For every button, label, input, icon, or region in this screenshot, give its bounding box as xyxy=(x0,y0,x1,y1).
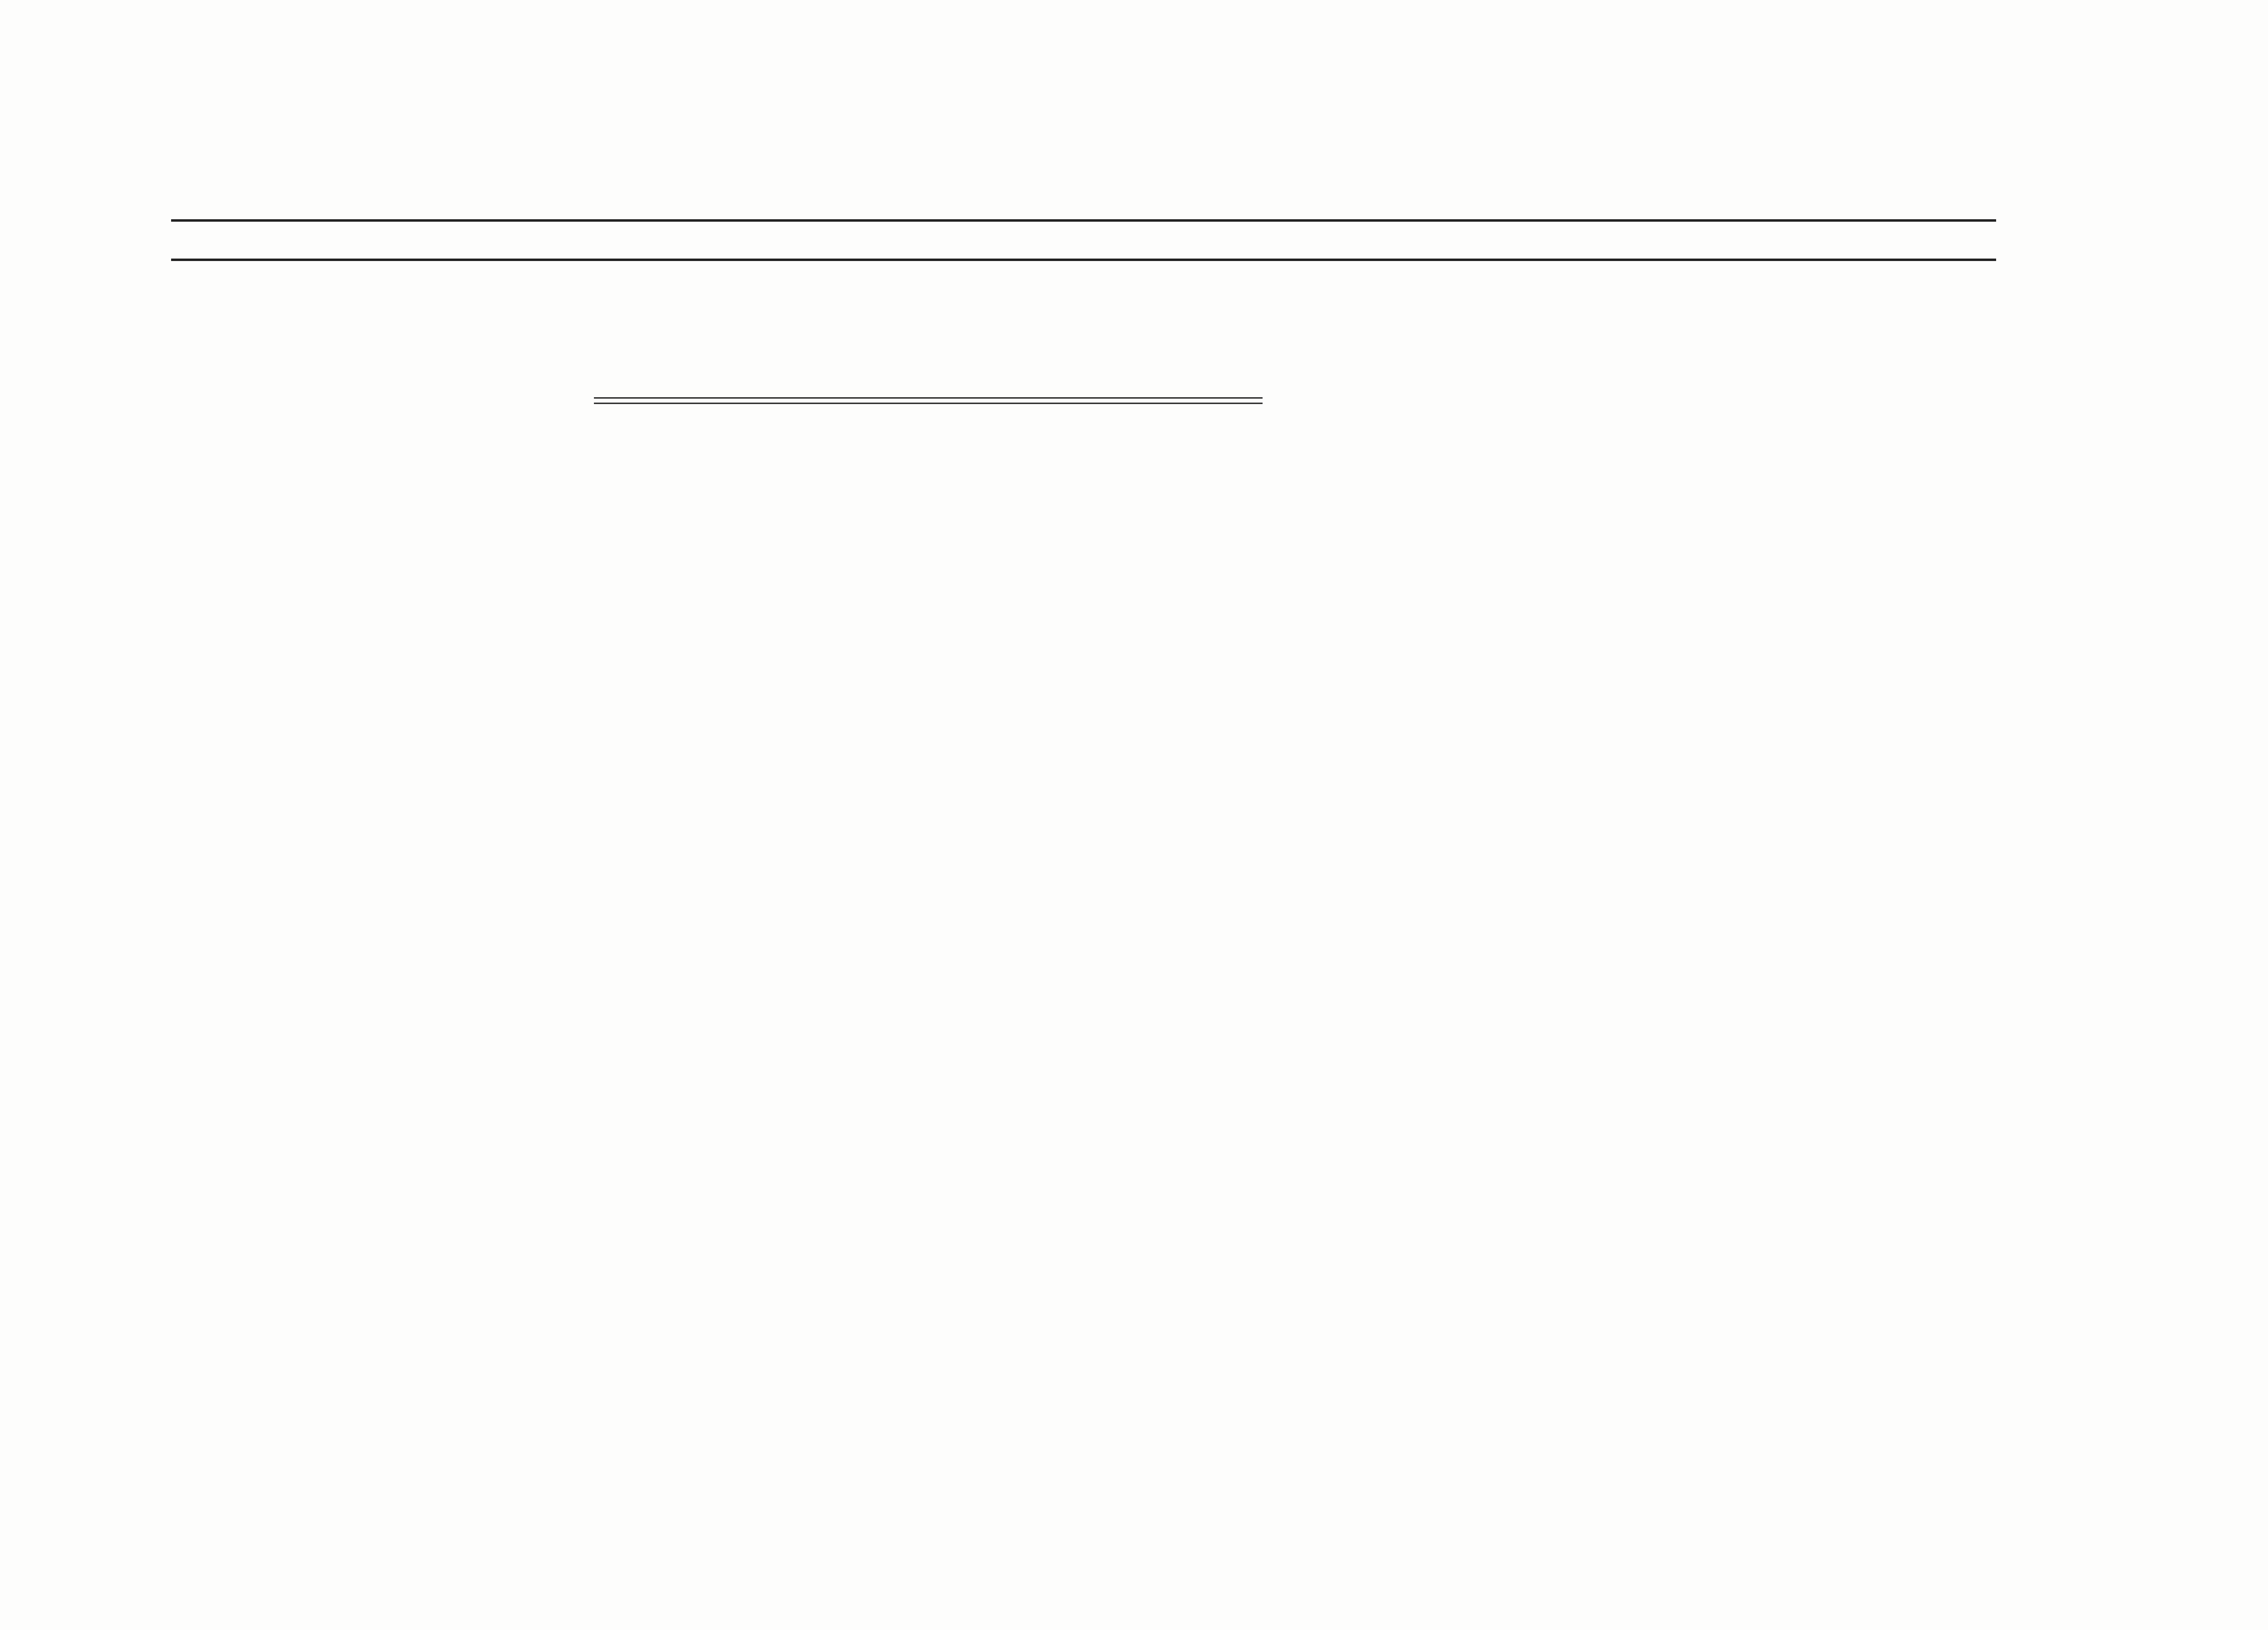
header-top-rule xyxy=(171,219,1996,222)
section-underline xyxy=(594,397,1263,404)
header-bottom-rule xyxy=(171,259,1996,261)
